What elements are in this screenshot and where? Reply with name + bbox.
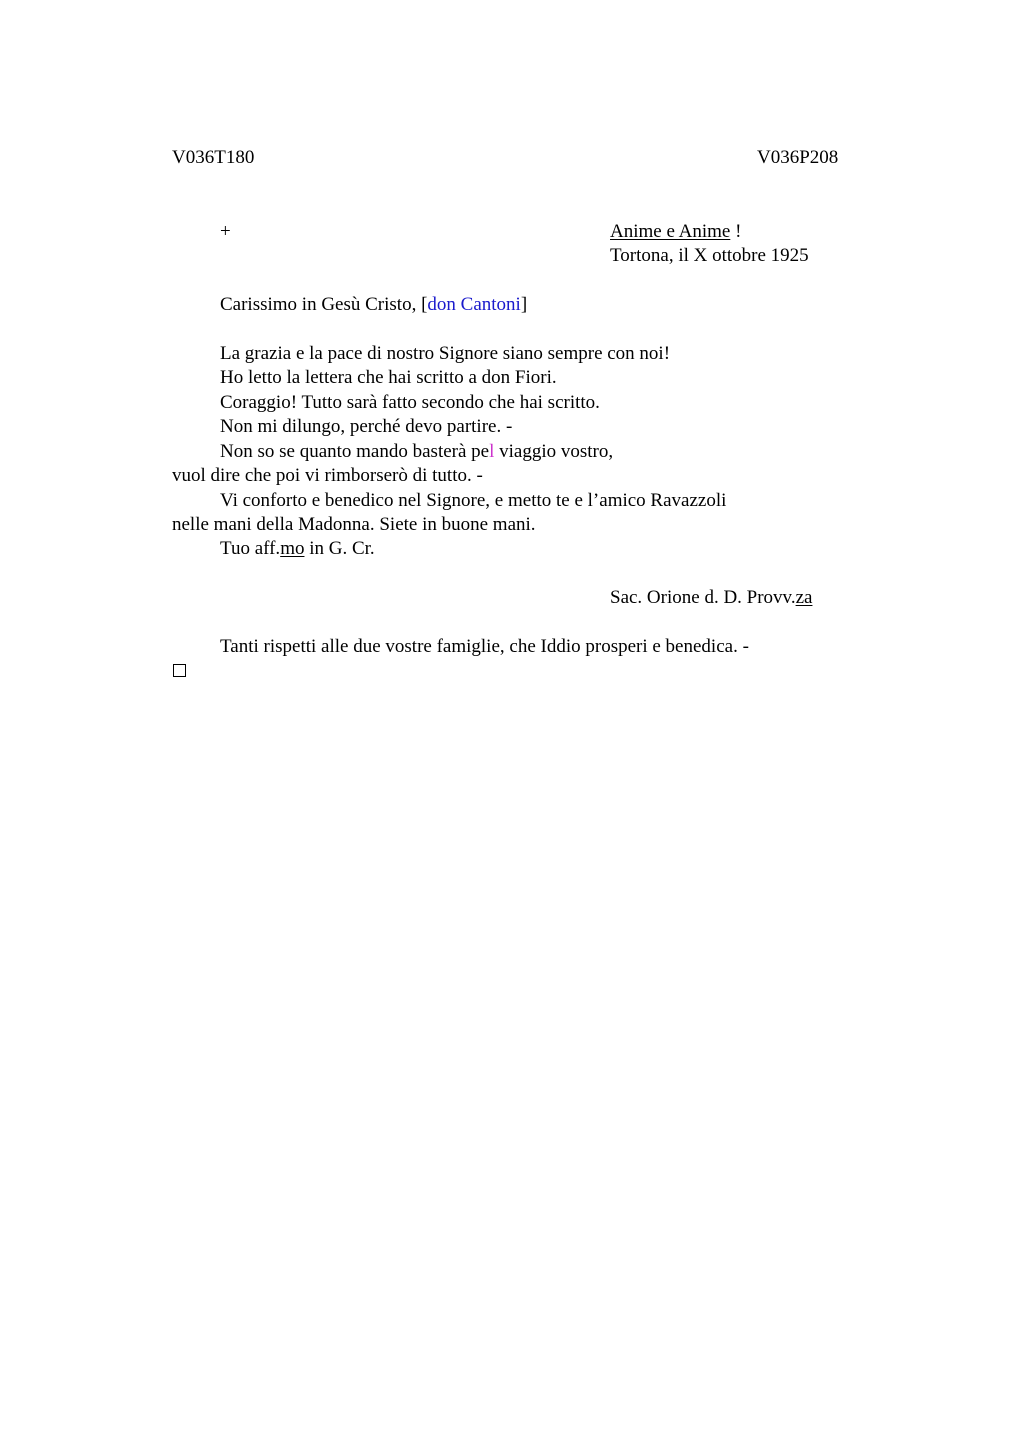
- signature: [610, 586, 812, 611]
- place-date: Tortona, il X ottobre 1925: [610, 245, 809, 266]
- closing-part-c: in G. Cr.: [304, 538, 375, 559]
- closing-part-a: Tuo aff.: [220, 538, 281, 559]
- body-line-3: Coraggio! Tutto sarà fatto secondo che hai scritto.: [220, 392, 600, 413]
- signature-underlined: za: [795, 587, 813, 608]
- body-line-2: Ho letto la lettera che hai scritto a don Fiori.: [220, 367, 557, 388]
- body-line-5-part-a: Non so se quanto mando basterà pe: [220, 441, 490, 462]
- cross-symbol: +: [220, 221, 231, 242]
- archive-code-left: V036T180: [172, 147, 255, 168]
- salutation-prefix: Carissimo in Gesù Cristo, [: [220, 294, 428, 315]
- end-marker-square-icon: [173, 664, 186, 677]
- body-line-8: nelle mani della Madonna. Siete in buone mani.: [172, 514, 536, 535]
- salutation-suffix: ]: [520, 294, 528, 315]
- motto: [610, 220, 741, 245]
- signature-part-a: Sac. Orione d. D. Provv.: [610, 587, 796, 608]
- closing-underlined: mo: [280, 538, 305, 559]
- motto-underlined: Anime e Anime: [610, 221, 731, 242]
- recipient-name: don Cantoni: [427, 294, 521, 315]
- body-line-1: La grazia e la pace di nostro Signore siano sempre con noi!: [220, 343, 671, 364]
- salutation: [220, 293, 527, 318]
- motto-tail: !: [730, 221, 742, 242]
- body-line-5-part-c: viaggio vostro,: [494, 441, 614, 462]
- body-line-7: Vi conforto e benedico nel Signore, e metto te e l’amico Ravazzoli: [220, 490, 727, 511]
- postscript: Tanti rispetti alle due vostre famiglie, che Iddio prosperi e benedica. -: [220, 636, 749, 657]
- body-line-5-highlight: l: [489, 441, 495, 462]
- body-line-5: [220, 440, 613, 465]
- closing: [220, 537, 375, 562]
- archive-code-right: V036P208: [757, 147, 839, 168]
- body-line-4: Non mi dilungo, perché devo partire. -: [220, 416, 513, 437]
- body-line-6: vuol dire che poi vi rimborserò di tutto. -: [172, 465, 483, 486]
